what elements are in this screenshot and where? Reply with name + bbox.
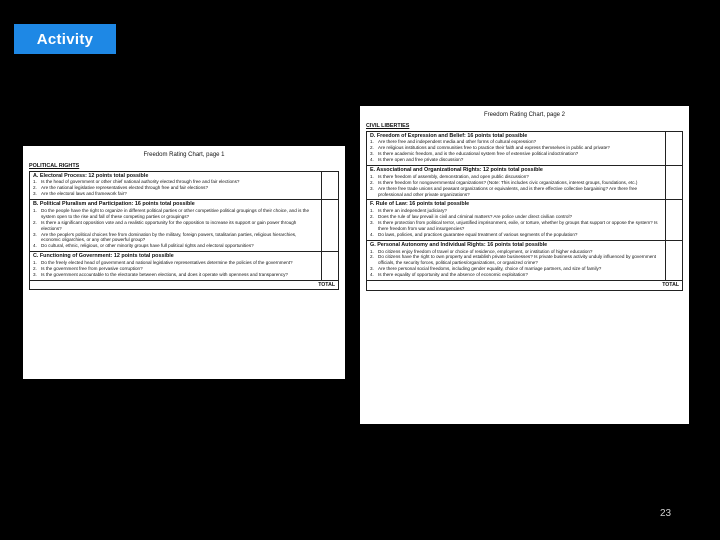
rating-section [30, 252, 338, 280]
question-number: 1. [370, 173, 374, 179]
question-number: 2. [370, 179, 374, 185]
question-text: Do laws, policies, and practices guarantee equal treatment of various segments of the population? [378, 231, 578, 237]
question-number: 2. [33, 185, 37, 191]
question-number: 2. [33, 219, 37, 225]
question-text: Do cultural, ethnic, religious, or other minority groups have full political rights and electoral opportunities? [41, 243, 254, 249]
score-cell [321, 172, 338, 200]
score-cell [665, 166, 682, 199]
question-number: 3. [370, 185, 374, 191]
rating-section [30, 172, 338, 201]
question-item [33, 272, 335, 278]
question-item [370, 232, 679, 238]
question-number: 3. [33, 271, 37, 277]
question-number: 2. [370, 145, 374, 151]
question-text: Is the head of government or other chief national authority elected through free and fair elections? [41, 179, 240, 185]
question-text: Is there freedom for nongovernmental organizations? (Note: This includes civic organizations, interest groups, foundations, etc.) [378, 179, 638, 185]
question-number: 4. [33, 243, 37, 249]
question-text: Are the national legislative representatives elected through free and fair elections? [41, 185, 209, 191]
question-number: 4. [370, 157, 374, 163]
slide-number: 23 [660, 508, 672, 519]
question-number: 4. [370, 272, 374, 278]
question-number: 1. [33, 179, 37, 185]
question-text: Is there protection from political terror, unjustified imprisonment, exile, or torture, whether by groups that support or oppose the system? Is there freedom from war and insurgencies? [378, 220, 658, 231]
question-text: Are there personal social freedoms, including gender equality, choice of marriage partners, and size of family? [378, 266, 602, 272]
section-heading: A. Electoral Process: 12 points total possible [33, 172, 149, 179]
question-number: 3. [370, 151, 374, 157]
score-cell [665, 200, 682, 239]
question-text: Do the people have the right to organize in different political parties or other competitive political groupings of their choice, and is the system open to the rise and fall of these competing parties or groupings? [41, 208, 310, 219]
question-text: Are the electoral laws and framework fair? [41, 191, 127, 197]
question-item [370, 272, 679, 278]
score-cell [665, 132, 682, 165]
sections-container [30, 172, 338, 280]
question-item [33, 232, 335, 244]
question-number: 3. [370, 266, 374, 272]
question-text: Is there a significant opposition vote and a realistic opportunity for the opposition to increase its support or gain power through elections? [41, 219, 297, 231]
total-row: TOTAL [367, 280, 682, 290]
question-number: 2. [370, 254, 374, 260]
question-text: Is there freedom of assembly, demonstration, and open public discussion? [378, 173, 529, 179]
score-cell [665, 241, 682, 280]
question-text: Do citizens have the right to own property and establish private businesses? Is private business activity unduly influenced by government officials, the security forces, political parties/organizations, or organized crime? [378, 254, 657, 266]
question-number: 1. [370, 248, 374, 254]
page-title: Freedom Rating Chart, page 2 [483, 112, 566, 118]
score-cell [321, 252, 338, 280]
rating-table [29, 171, 339, 291]
question-item [33, 191, 335, 197]
part-heading: CIVIL LIBERTIES [366, 122, 410, 129]
question-number: 2. [33, 265, 37, 271]
activity-badge: Activity [14, 24, 116, 54]
question-text: Do the freely elected head of government and national legislative representatives determine the policies of the government? [41, 260, 293, 266]
freedom-rating-chart-page-1 [23, 146, 345, 379]
freedom-rating-chart-page-2 [360, 106, 689, 424]
question-item [370, 220, 679, 232]
question-number: 2. [370, 214, 374, 220]
question-text: Do citizens enjoy freedom of travel or choice of residence, employment, or institution of higher education? [378, 248, 593, 254]
question-item [33, 220, 335, 232]
question-text: Are there free trade unions and peasant organizations or equivalents, and is there effective collective bargaining? Are there free professional and other private organizations? [378, 185, 638, 197]
rating-table [366, 131, 683, 291]
question-text: Is the government accountable to the electorate between elections, and does it operate with openness and transparency? [41, 271, 288, 277]
question-text: Are religious institutions and communities free to practice their faith and express themselves in public and private? [378, 145, 610, 151]
part-heading: POLITICAL RIGHTS [29, 162, 80, 169]
question-text: Are the people's political choices free from domination by the military, foreign powers, totalitarian parties, religious hierarchies, economic oligarchies, or any other powerful group? [41, 231, 297, 243]
question-text: Are there free and independent media and other forms of cultural expression? [378, 139, 537, 145]
sections-container [367, 132, 682, 280]
section-heading: C. Functioning of Government: 12 points total possible [33, 253, 174, 260]
question-number: 4. [370, 231, 374, 237]
section-heading: B. Political Pluralism and Participation: 16 points total possible [33, 201, 195, 208]
question-text: Is there an independent judiciary? [378, 208, 447, 214]
question-item [33, 243, 335, 249]
section-heading: F. Rule of Law: 16 points total possible [370, 201, 470, 208]
question-number: 3. [370, 220, 374, 226]
page-title: Freedom Rating Chart, page 1 [143, 152, 225, 158]
question-text: Is there open and free private discussion? [378, 157, 464, 163]
question-item [370, 157, 679, 163]
question-number: 1. [370, 208, 374, 214]
question-item [370, 254, 679, 266]
question-item [370, 186, 679, 198]
question-number: 1. [370, 139, 374, 145]
rating-section [367, 241, 682, 280]
rating-section [30, 200, 338, 252]
rating-section [367, 166, 682, 200]
question-text: Does the rule of law prevail in civil and criminal matters? Are police under direct civilian control? [378, 214, 573, 220]
score-cell [321, 200, 338, 251]
rating-section [367, 132, 682, 166]
question-number: 3. [33, 191, 37, 197]
question-text: Is the government free from pervasive corruption? [41, 265, 143, 271]
total-row: TOTAL [30, 280, 338, 290]
question-item [33, 208, 335, 220]
rating-section [367, 200, 682, 240]
section-heading: E. Associational and Organizational Rights: 12 points total possible [370, 166, 543, 173]
question-text: Is there academic freedom, and is the educational system free of extensive political indoctrination? [378, 151, 579, 157]
question-number: 1. [33, 208, 37, 214]
question-text: Is there equality of opportunity and the absence of economic exploitation? [378, 272, 528, 278]
question-number: 1. [33, 260, 37, 266]
section-heading: D. Freedom of Expression and Belief: 16 points total possible [370, 132, 528, 139]
question-number: 3. [33, 231, 37, 237]
section-heading: G. Personal Autonomy and Individual Rights: 16 points total possible [370, 241, 548, 248]
